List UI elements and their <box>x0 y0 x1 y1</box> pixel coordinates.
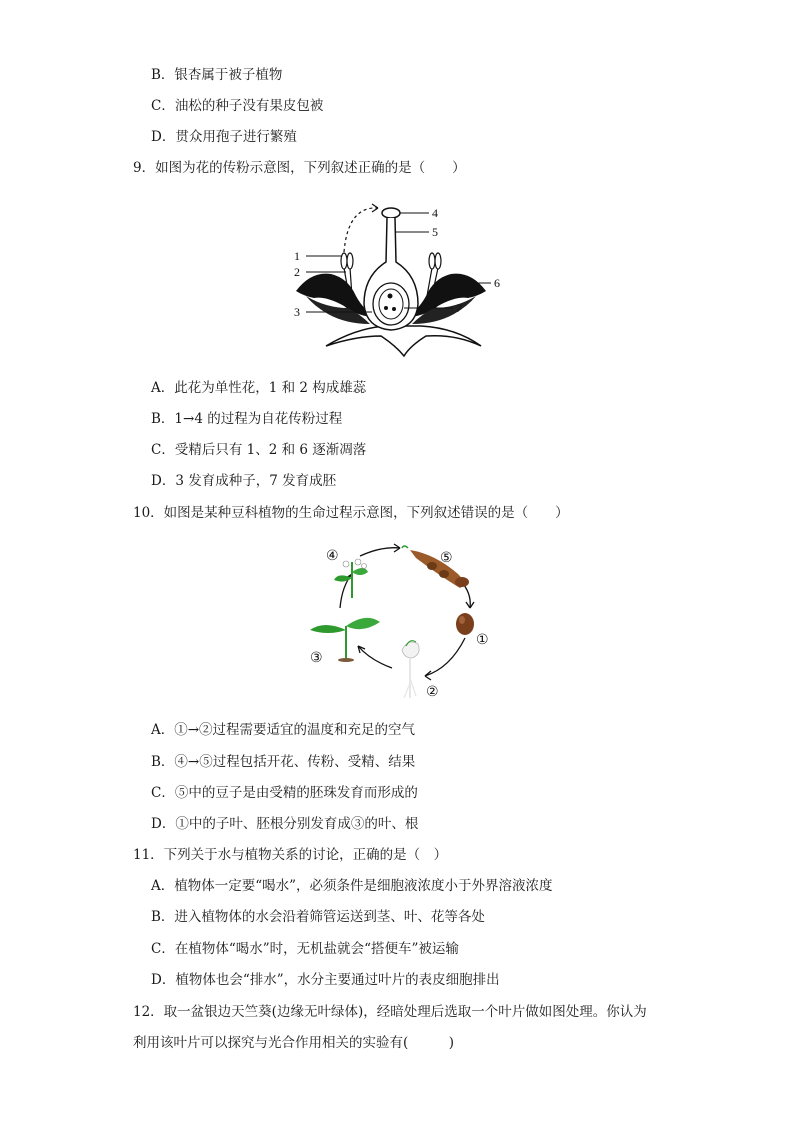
stage-label-2: ② <box>426 684 439 700</box>
q10-stem: 10．如图是某种豆科植物的生命过程示意图，下列叙述错误的是（ ） <box>133 505 569 521</box>
q10-option-c: C．⑤中的豆子是由受精的胚珠发育而形成的 <box>151 785 418 801</box>
q11-option-a: A．植物体一定要“喝水”，必须条件是细胞液浓度小于外界溶液浓度 <box>151 878 553 894</box>
q11-option-c: C．在植物体“喝水”时，无机盐就会“搭便车”被运输 <box>151 941 459 957</box>
q10-option-d: D．①中的子叶、胚根分别发育成③的叶、根 <box>151 816 419 832</box>
flower-label-5: 5 <box>432 225 438 239</box>
q9-option-b: B．1→4 的过程为自花传粉过程 <box>151 411 343 427</box>
flower-label-4: 4 <box>432 206 438 220</box>
flowering-plant-icon <box>334 559 368 598</box>
q12-stem-line1: 12．取一盆银边天竺葵(边缘无叶绿体)，经暗处理后选取一个叶片做如图处理。你认为 <box>133 1004 647 1020</box>
q11-option-b: B．进入植物体的水会沿着筛管运送到茎、叶、花等各处 <box>151 909 485 925</box>
bean-pod-icon <box>402 546 469 588</box>
flower-label-1: 1 <box>294 249 300 263</box>
q9-option-a: A．此花为单性花，1 和 2 构成雄蕊 <box>151 380 367 396</box>
germinating-seed-icon <box>402 641 419 698</box>
q10-option-a: A．①→②过程需要适宜的温度和充足的空气 <box>151 722 416 738</box>
q9-option-d: D．3 发育成种子，7 发育成胚 <box>151 473 337 489</box>
stage-label-4: ④ <box>326 548 339 564</box>
stage-label-1: ① <box>476 632 489 648</box>
q10-option-b: B．④→⑤过程包括开花、传粉、受精、结果 <box>151 754 416 770</box>
flower-label-2: 2 <box>294 265 300 279</box>
q12-stem-line2: 利用该叶片可以探究与光合作用相关的实验有( ) <box>133 1035 455 1051</box>
stage-label-3: ③ <box>310 650 323 666</box>
stage-label-5: ⑤ <box>440 550 453 566</box>
q9-stem: 9．如图为花的传粉示意图，下列叙述正确的是（ ） <box>133 160 466 176</box>
q9-option-c: C．受精后只有 1、2 和 6 逐渐凋落 <box>151 442 367 458</box>
flower-label-6: 6 <box>494 276 500 290</box>
seed-icon <box>456 613 474 635</box>
q8-option-b: B．银杏属于被子植物 <box>151 67 283 83</box>
flower-label-7: 7 <box>456 301 462 315</box>
q11-option-d: D．植物体也会“排水”，水分主要通过叶片的表皮细胞排出 <box>151 972 500 988</box>
flower-pollination-diagram <box>286 196 516 358</box>
q8-option-d: D．贯众用孢子进行繁殖 <box>151 129 297 145</box>
legume-life-cycle-diagram <box>300 538 500 708</box>
flower-label-3: 3 <box>294 305 300 319</box>
q8-option-c: C．油松的种子没有果皮包被 <box>151 98 324 114</box>
q11-stem: 11．下列关于水与植物关系的讨论，正确的是（ ） <box>133 847 448 863</box>
